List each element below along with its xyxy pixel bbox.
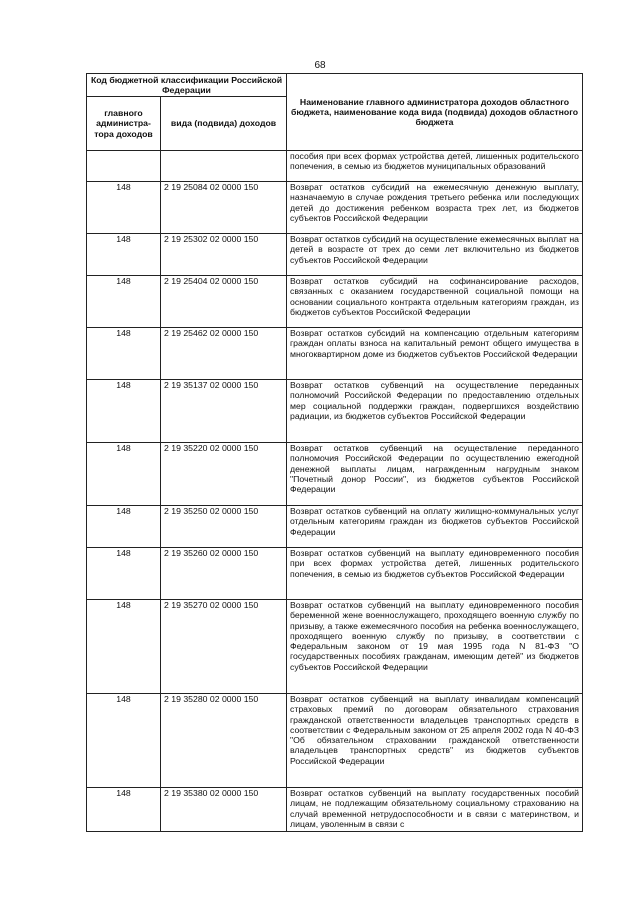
income-name-cell: Возврат остатков субвенций на оплату жилищно-коммунальных услуг отдельным категориям граждан из бюджетов субъектов Российской Федерации: [287, 506, 583, 548]
admin-code-cell: 148: [87, 234, 161, 276]
income-name-cell: Возврат остатков субсидий на софинансирование расходов, связанных с оказанием государственной социальной помощи на основании социального контракта отдельным категориям граждан, из бюджетов субъектов Российской Федерации: [287, 276, 583, 328]
income-name-cell: Возврат остатков субвенций на выплату единовременного пособия при всех формах устройства детей, лишенных родительского попечения, в семью из бюджетов субъектов Российской Федерации: [287, 548, 583, 600]
income-type-code-cell: 2 19 25404 02 0000 150: [161, 276, 287, 328]
table-row: [87, 234, 583, 276]
table-row: [87, 548, 583, 600]
income-type-code-cell: 2 19 35260 02 0000 150: [161, 548, 287, 600]
admin-code-cell: 148: [87, 600, 161, 694]
page-number: 68: [314, 60, 326, 71]
admin-code-cell: 148: [87, 788, 161, 832]
income-type-code-cell: 2 19 25084 02 0000 150: [161, 182, 287, 234]
table-row: [87, 151, 583, 182]
table-row: [87, 328, 583, 380]
income-type-code-cell: 2 19 25462 02 0000 150: [161, 328, 287, 380]
income-type-code-cell: 2 19 35250 02 0000 150: [161, 506, 287, 548]
income-type-code-cell: [161, 151, 287, 182]
income-name-cell: Возврат остатков субсидий на осуществление ежемесячных выплат на детей в возрасте от трех до семи лет включительно из бюджетов субъектов Российской Федерации: [287, 234, 583, 276]
income-name-cell: пособия при всех формах устройства детей, лишенных родительского попечения, в семью из бюджетов муниципальных образований: [287, 151, 583, 182]
income-type-code-cell: 2 19 35270 02 0000 150: [161, 600, 287, 694]
table-row: [87, 443, 583, 506]
admin-code-cell: 148: [87, 276, 161, 328]
table-row: [87, 380, 583, 443]
admin-code-cell: 148: [87, 182, 161, 234]
income-type-code-cell: 2 19 35220 02 0000 150: [161, 443, 287, 506]
table-row: [87, 694, 583, 788]
table-row: [87, 600, 583, 694]
header-type-column: вида (подвида) доходов: [161, 97, 287, 151]
admin-code-cell: [87, 151, 161, 182]
table-row: [87, 182, 583, 234]
header-budget-code-group: Код бюджетной классификации Российской Федерации: [87, 74, 287, 97]
income-name-cell: Возврат остатков субвенций на выплату единовременного пособия беременной жене военнослужащего, проходящего военную службу по призыву, а также ежемесячного пособия на ребенка военнослужащего, проходящего военную службу по призыву, в соответствии с Федеральным законом от 19 мая 1995 года N 81-ФЗ "О государственных пособиях гражданам, имеющим детей" из бюджетов субъектов Российской Федерации: [287, 600, 583, 694]
table-row: [87, 276, 583, 328]
income-name-cell: Возврат остатков субвенций на осуществление переданных полномочий Российской Федерации по предоставлению отдельных мер социальной поддержки граждан, подвергшихся воздействию радиации, из бюджетов субъектов Российской Федерации: [287, 380, 583, 443]
admin-code-cell: 148: [87, 328, 161, 380]
income-type-code-cell: 2 19 35380 02 0000 150: [161, 788, 287, 832]
income-name-cell: Возврат остатков субсидий на компенсацию отдельным категориям граждан оплаты взноса на капитальный ремонт общего имущества в многоквартирном доме из бюджетов субъектов Российской Федерации: [287, 328, 583, 380]
budget-classification-table: [86, 73, 583, 832]
income-name-cell: Возврат остатков субвенций на осуществление переданного полномочия Российской Федерации по осуществлению ежегодной денежной выплаты лицам, награжденным нагрудным знаком "Почетный донор России", из бюджетов субъектов Российской Федерации: [287, 443, 583, 506]
admin-code-cell: 148: [87, 443, 161, 506]
table-row: [87, 788, 583, 832]
income-name-cell: Возврат остатков субвенций на выплату государственных пособий лицам, не подлежащим обязательному социальному страхованию на случай временной нетрудоспособности и в связи с материнством, и лицам, уволенным в связи с: [287, 788, 583, 832]
admin-code-cell: 148: [87, 548, 161, 600]
income-type-code-cell: 2 19 35137 02 0000 150: [161, 380, 287, 443]
table-row: [87, 506, 583, 548]
admin-code-cell: 148: [87, 380, 161, 443]
admin-code-cell: 148: [87, 506, 161, 548]
header-name-column: Наименование главного администратора доходов областного бюджета, наименование кода вида (подвида) доходов областного бюджета: [287, 74, 583, 151]
header-admin-column: главного администра-тора доходов: [87, 97, 161, 151]
income-name-cell: Возврат остатков субвенций на выплату инвалидам компенсаций страховых премий по договорам обязательного страхования гражданской ответственности владельцев транспортных средств в соответствии с Федеральным законом от 25 апреля 2002 года N 40-ФЗ "Об обязательном страховании гражданской ответственности владельцев транспортных средств" из бюджетов субъектов Российской Федерации: [287, 694, 583, 788]
income-name-cell: Возврат остатков субсидий на ежемесячную денежную выплату, назначаемую в случае рождения третьего ребенка или последующих детей до достижения ребенком возраста трех лет, из бюджетов субъектов Российской Федерации: [287, 182, 583, 234]
income-type-code-cell: 2 19 35280 02 0000 150: [161, 694, 287, 788]
income-type-code-cell: 2 19 25302 02 0000 150: [161, 234, 287, 276]
admin-code-cell: 148: [87, 694, 161, 788]
